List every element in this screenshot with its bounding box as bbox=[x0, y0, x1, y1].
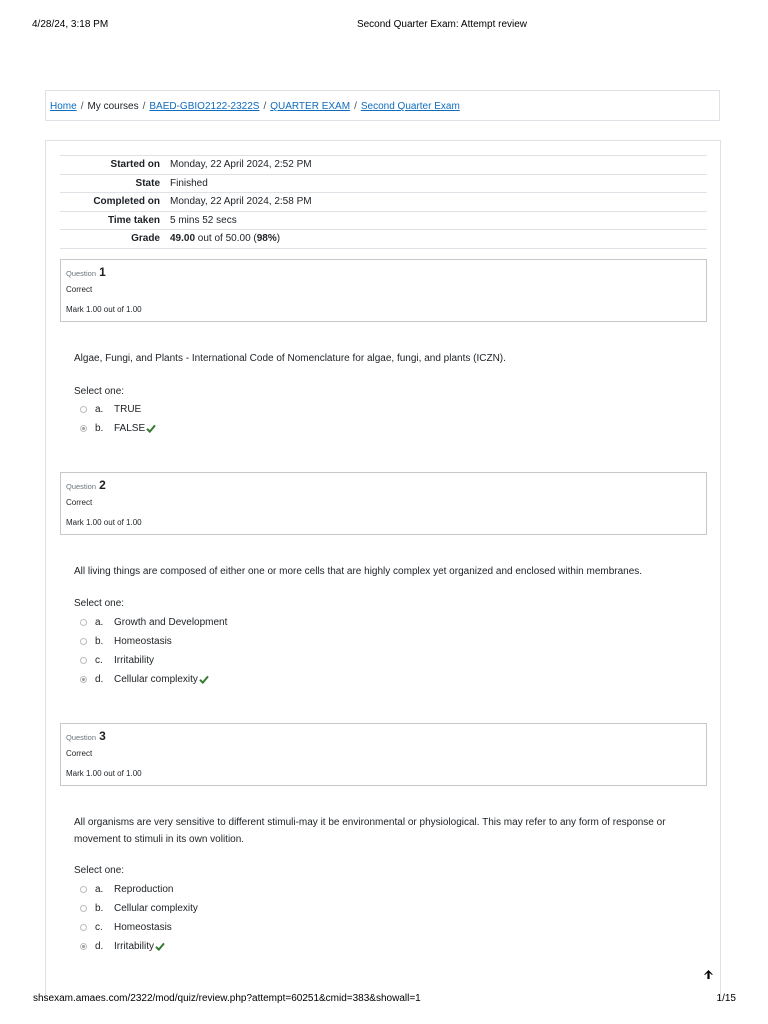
print-header bbox=[0, 0, 768, 48]
question-number bbox=[66, 478, 106, 492]
radio-button[interactable] bbox=[80, 638, 87, 645]
answer-label: Homeostasis bbox=[114, 636, 172, 647]
question-1-info bbox=[60, 259, 707, 322]
print-page-number: 1/15 bbox=[716, 993, 736, 1004]
question-1-text: Algae, Fungi, and Plants - International Code of Nomenclature for algae, fungi, and plants (ICZN). bbox=[74, 353, 506, 364]
print-datetime: 4/28/24, 3:18 PM bbox=[32, 19, 109, 30]
answer-label: Irritability bbox=[114, 941, 155, 952]
started-on-label: Started on bbox=[110, 159, 160, 171]
breadcrumb-my-courses: My courses bbox=[87, 101, 139, 112]
question-word: Question bbox=[66, 269, 97, 278]
answer-label: FALSE bbox=[114, 423, 146, 434]
radio-button[interactable] bbox=[80, 886, 87, 893]
summary-row-completed bbox=[60, 193, 707, 212]
answer-letter: d. bbox=[95, 941, 104, 952]
breadcrumb-course-link[interactable]: BAED-GBIO2122-2322S bbox=[149, 101, 260, 112]
summary-row-state bbox=[60, 174, 707, 193]
grade-value bbox=[166, 230, 707, 249]
grade-score: 49.00 bbox=[170, 233, 196, 245]
summary-row-started bbox=[60, 156, 707, 175]
grade-percent: 98% bbox=[256, 233, 277, 245]
time-taken-value: 5 mins 52 secs bbox=[170, 214, 237, 226]
question-mark: Mark 1.00 out of 1.00 bbox=[66, 305, 142, 314]
back-to-top-button[interactable] bbox=[696, 962, 720, 986]
time-taken-label: Time taken bbox=[107, 214, 160, 226]
answer-letter: b. bbox=[95, 903, 104, 914]
question-1-prompt: Select one: bbox=[74, 386, 125, 397]
question-2-answer-c[interactable] bbox=[80, 653, 154, 668]
started-on-value: Monday, 22 April 2024, 2:52 PM bbox=[170, 159, 312, 171]
question-number-value: 2 bbox=[99, 478, 106, 492]
radio-button-selected[interactable] bbox=[80, 676, 87, 683]
answer-letter: b. bbox=[95, 636, 104, 647]
breadcrumb-separator: / bbox=[80, 101, 84, 112]
answer-letter: c. bbox=[95, 922, 103, 933]
question-3-answer-b[interactable] bbox=[80, 901, 198, 916]
check-icon bbox=[199, 675, 209, 684]
radio-button-selected[interactable] bbox=[80, 425, 87, 432]
attempt-summary-table bbox=[60, 155, 707, 249]
answer-label: Homeostasis bbox=[114, 922, 172, 933]
breadcrumb-home-link[interactable]: Home bbox=[50, 101, 77, 112]
summary-row-grade bbox=[60, 230, 707, 249]
radio-button[interactable] bbox=[80, 406, 87, 413]
radio-button[interactable] bbox=[80, 657, 87, 664]
state-label: State bbox=[135, 177, 160, 189]
answer-label: Cellular complexity bbox=[114, 903, 198, 914]
breadcrumb-separator: / bbox=[354, 101, 357, 112]
print-footer bbox=[0, 992, 768, 1012]
question-3-answer-c[interactable] bbox=[80, 920, 172, 935]
breadcrumb-quarter-exam-link[interactable]: QUARTER EXAM bbox=[270, 101, 351, 112]
grade-out-of: out of 50.00 ( bbox=[195, 233, 257, 245]
answer-letter: a. bbox=[95, 617, 104, 628]
question-2-info bbox=[60, 472, 707, 535]
question-3-prompt: Select one: bbox=[74, 865, 125, 876]
question-1-answer-a[interactable] bbox=[80, 402, 141, 417]
question-word: Question bbox=[66, 482, 97, 491]
answer-label: TRUE bbox=[114, 404, 142, 415]
question-3-info bbox=[60, 723, 707, 786]
question-2-text: All living things are composed of either one or more cells that are highly complex yet organized and enclosed within membranes. bbox=[74, 566, 643, 577]
grade-close: ) bbox=[276, 233, 281, 245]
grade-label: Grade bbox=[131, 233, 160, 245]
print-page-title: Second Quarter Exam: Attempt review bbox=[356, 19, 528, 30]
question-number bbox=[66, 729, 106, 743]
answer-label: Irritability bbox=[114, 655, 155, 666]
answer-label: Growth and Development bbox=[114, 617, 228, 628]
question-state: Correct bbox=[66, 498, 93, 507]
question-state: Correct bbox=[66, 285, 93, 294]
breadcrumb-second-quarter-exam-link[interactable]: Second Quarter Exam bbox=[360, 101, 460, 112]
print-url: shsexam.amaes.com/2322/mod/quiz/review.php?attempt=60251&cmid=383&showall=1 bbox=[33, 993, 421, 1004]
answer-letter: a. bbox=[95, 404, 104, 415]
summary-row-time-taken bbox=[60, 211, 707, 230]
question-mark: Mark 1.00 out of 1.00 bbox=[66, 518, 142, 527]
check-icon bbox=[146, 424, 156, 433]
answer-letter: a. bbox=[95, 884, 104, 895]
radio-button[interactable] bbox=[80, 924, 87, 931]
question-2-answer-b[interactable] bbox=[80, 634, 172, 649]
question-1-answer-b[interactable] bbox=[80, 421, 156, 436]
answer-letter: d. bbox=[95, 674, 104, 685]
question-number-value: 1 bbox=[99, 265, 106, 279]
radio-button[interactable] bbox=[80, 619, 87, 626]
answer-label: Cellular complexity bbox=[114, 674, 198, 685]
question-3-text: All organisms are very sensitive to different stimuli-may it be environmental or physiological. This may refer to any form of response or movement to stimuli in its own volition. bbox=[74, 817, 666, 845]
state-value: Finished bbox=[170, 177, 208, 189]
question-number-value: 3 bbox=[99, 729, 106, 743]
breadcrumb bbox=[45, 90, 720, 121]
radio-button-selected[interactable] bbox=[80, 943, 87, 950]
question-2-answer-a[interactable] bbox=[80, 615, 227, 630]
question-3-answer-d[interactable] bbox=[80, 939, 165, 954]
completed-on-label: Completed on bbox=[93, 196, 160, 208]
question-number bbox=[66, 265, 106, 279]
answer-label: Reproduction bbox=[114, 884, 174, 895]
question-mark: Mark 1.00 out of 1.00 bbox=[66, 769, 142, 778]
arrow-up-icon bbox=[703, 969, 714, 980]
answer-letter: b. bbox=[95, 423, 104, 434]
check-icon bbox=[155, 942, 165, 951]
question-word: Question bbox=[66, 733, 97, 742]
question-2-answer-d[interactable] bbox=[80, 672, 209, 687]
breadcrumb-separator: / bbox=[263, 101, 267, 112]
completed-on-value: Monday, 22 April 2024, 2:58 PM bbox=[170, 196, 312, 208]
breadcrumb-separator: / bbox=[142, 101, 146, 112]
question-2-prompt: Select one: bbox=[74, 598, 125, 609]
question-state: Correct bbox=[66, 749, 93, 758]
question-3-answer-a[interactable] bbox=[80, 882, 173, 897]
answer-letter: c. bbox=[95, 655, 103, 666]
radio-button[interactable] bbox=[80, 905, 87, 912]
